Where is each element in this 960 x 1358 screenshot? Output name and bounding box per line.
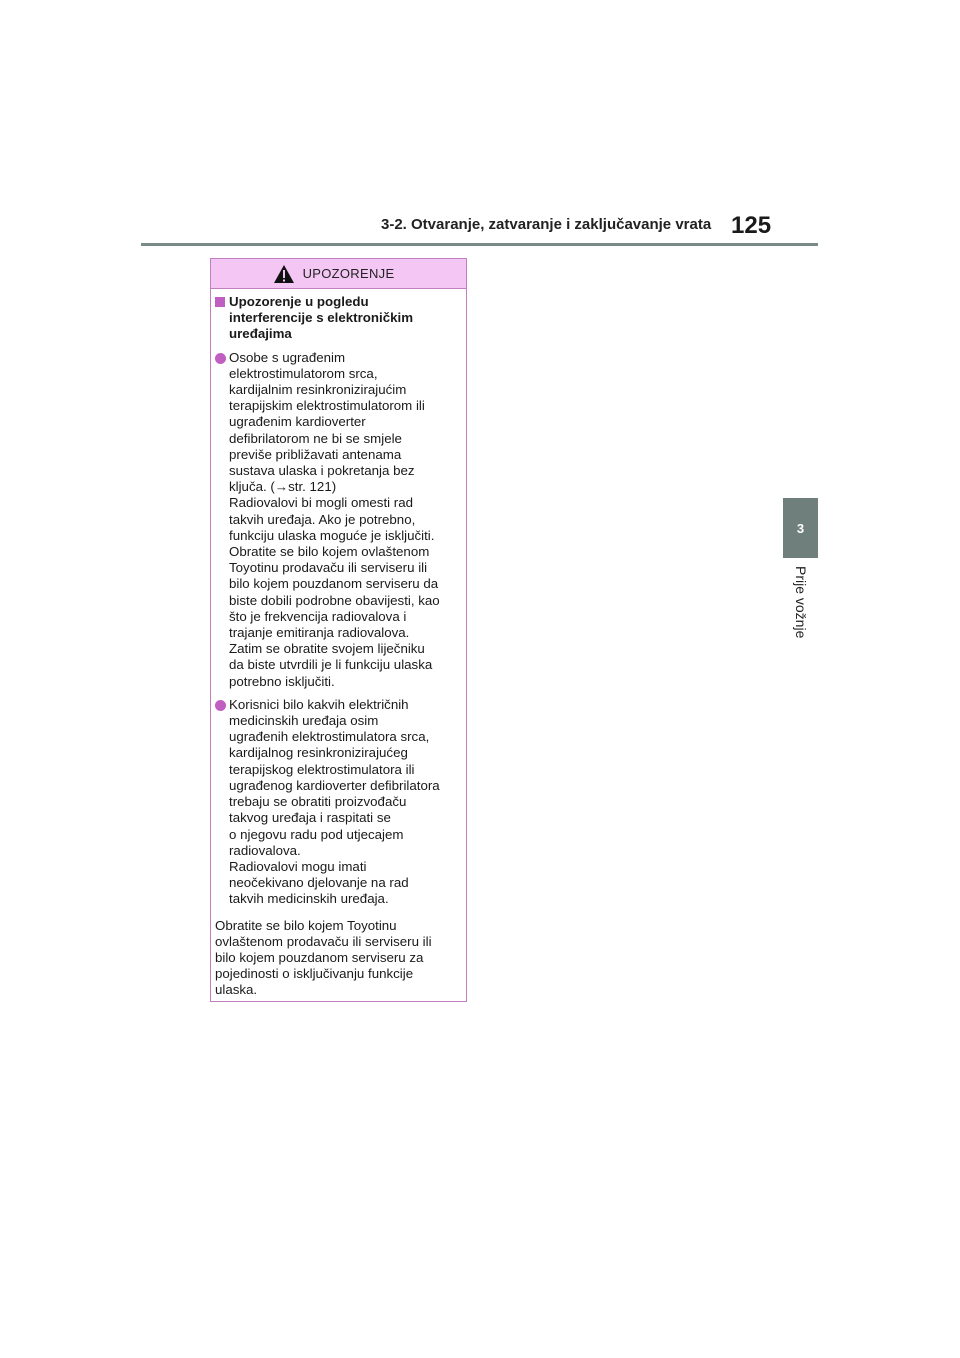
paragraph: Korisnici bilo kakvih električnih medicinskih uređaja osim ugrađenih elektrostimulatora srca, kardijalnog resinkronizirajućeg terapijskog elektrostimulatora ili ugrađenog kardioverter defibrilatora trebaju se obratiti proizvođaču takvog uređaja i raspitati se o njegovu radu pod utjecajem radiovalova. (229, 696, 440, 858)
section-title: 3-2. Otvaranje, zatvaranje i zaključavanje vrata (381, 216, 712, 233)
closing-text: Obratite se bilo kojem Toyotinu ovlaštenom prodavaču ili serviseru ili bilo kojem pouzdanom serviseru za pojedinosti o isključivanju funkcije ulaska. (215, 917, 432, 998)
warning-box (210, 258, 467, 1002)
warning-header (211, 259, 466, 289)
list-item (215, 350, 460, 690)
paragraph: Osobe s ugrađenim elektrostimulatorom srca, kardijalnim resinkronizirajućim terapijskim elektrostimulatorom ili ugrađenim kardioverter defibrilatorom ne bi se smjele previše približavati antenama sustava ulaska i pokretanja bez ključa. (→str. 121) (229, 349, 425, 495)
list-item-text (229, 697, 440, 908)
list-item-text (229, 350, 440, 690)
page-number: 125 (731, 212, 772, 239)
warning-body (211, 289, 466, 999)
paragraph: Radiovalovi mogu imati neočekivano djelovanje na rad takvih medicinskih uređaja. (229, 858, 409, 907)
section-heading (215, 294, 460, 343)
circle-bullet-icon (215, 353, 226, 364)
square-bullet-icon (215, 297, 225, 307)
warning-triangle-icon (273, 264, 295, 284)
warning-title: UPOZORENJE (302, 266, 395, 281)
header-rule (141, 243, 818, 246)
list-item (215, 697, 460, 908)
chapter-number: 3 (796, 520, 805, 536)
chapter-tab[interactable] (783, 498, 818, 558)
section-heading-text: Upozorenje u pogledu interferencije s elektroničkim uređajima (229, 294, 414, 342)
circle-bullet-icon (215, 700, 226, 711)
chapter-label: Prije vožnje (793, 566, 809, 639)
paragraph: Radiovalovi bi mogli omesti rad takvih uređaja. Ako je potrebno, funkciju ulaska moguće je isključiti. Obratite se bilo kojem ovlaštenom Toyotinu prodavaču ili serviseru ili bilo kojem pouzdanom serviseru da biste dobili podrobne obavijesti, kao što je frekvencija radiovalova i trajanje emitiranja radiovalova. Zatim se obratite svojem liječniku da biste utvrdili je li funkciju ulaska potrebno isključiti. (229, 495, 440, 689)
